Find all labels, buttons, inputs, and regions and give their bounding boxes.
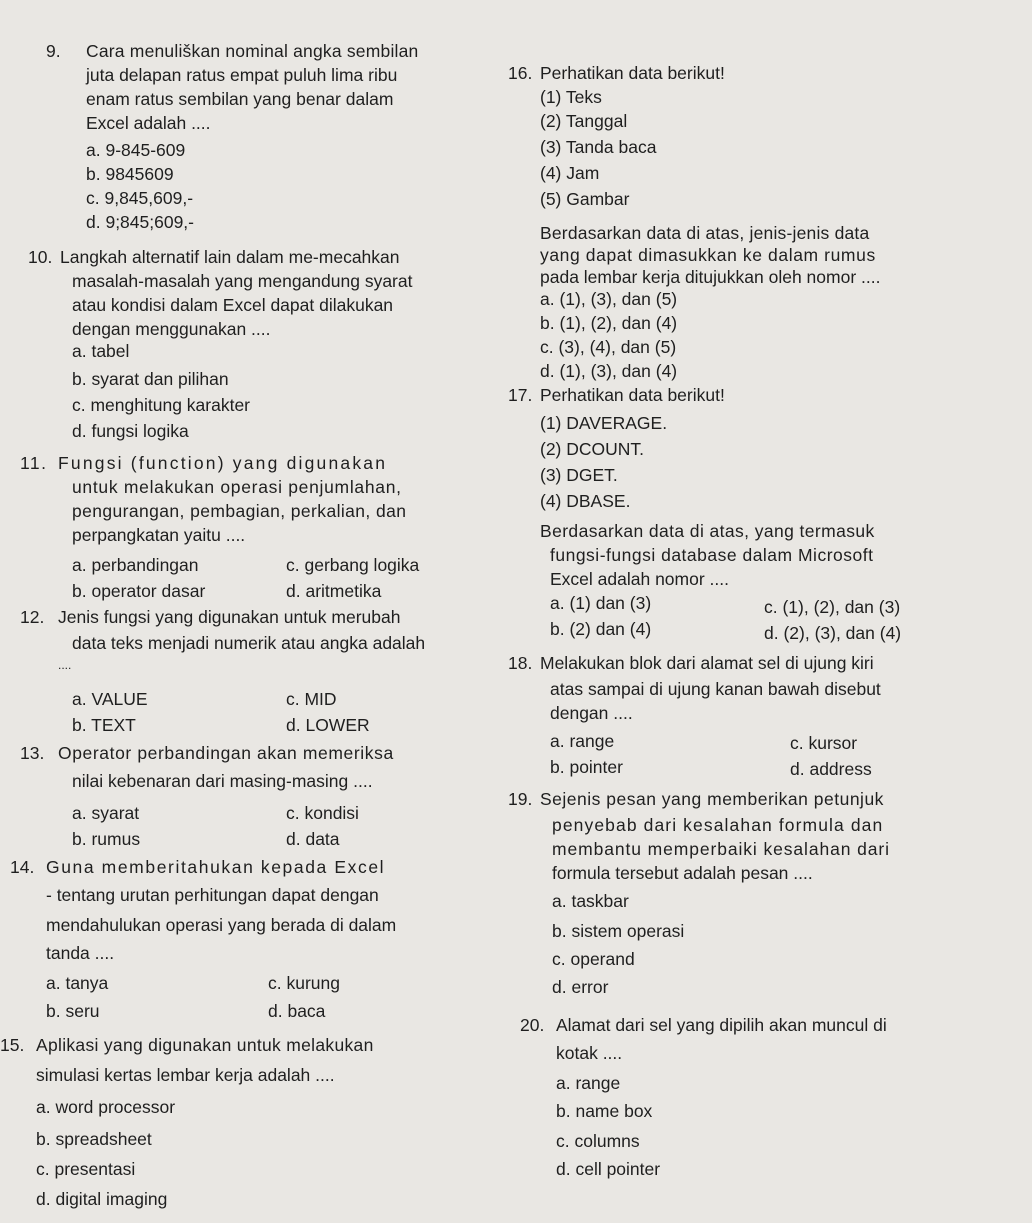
question-text-line: Jenis fungsi yang digunakan untuk merubah	[58, 607, 401, 627]
question-text-line: atas sampai di ujung kanan bawah disebut	[550, 679, 881, 699]
question-text-line: juta delapan ratus empat puluh lima ribu	[86, 65, 398, 85]
option-c[interactable]: c. 9,845,609,-	[86, 188, 194, 208]
question-text-line: dengan ....	[550, 703, 633, 723]
question-text-line: Cara menuliškan nominal angka sembilan	[86, 41, 419, 61]
option-b[interactable]: b. name box	[556, 1101, 653, 1121]
option-c[interactable]: c. (1), (2), dan (3)	[764, 597, 901, 617]
option-c[interactable]: c. kondisi	[286, 803, 359, 823]
option-d[interactable]: d. error	[552, 977, 609, 997]
option-b[interactable]: b. spreadsheet	[36, 1129, 152, 1149]
question-text-line: Guna memberitahukan kepada Excel	[46, 857, 386, 877]
question-text-line: Operator perbandingan akan memeriksa	[58, 743, 394, 763]
option-b[interactable]: b. syarat dan pilihan	[72, 369, 229, 389]
option-b[interactable]: b. operator dasar	[72, 581, 206, 601]
question-text-line: Sejenis pesan yang memberikan petunjuk	[540, 789, 884, 809]
question-text-line: simulasi kertas lembar kerja adalah ....	[36, 1065, 335, 1085]
question-number: 16.	[508, 63, 533, 83]
data-item: (1) Teks	[540, 87, 602, 107]
option-a[interactable]: a. syarat	[72, 803, 140, 823]
option-d[interactable]: d. LOWER	[286, 715, 370, 735]
data-item: (4) DBASE.	[540, 491, 631, 511]
option-b[interactable]: b. TEXT	[72, 715, 136, 735]
option-b[interactable]: b. 9845609	[86, 164, 174, 184]
question-text-line: membantu memperbaiki kesalahan dari	[552, 839, 890, 859]
option-d[interactable]: d. cell pointer	[556, 1159, 661, 1179]
option-a[interactable]: a. 9-845-609	[86, 140, 186, 160]
option-c[interactable]: c. kurung	[268, 973, 340, 993]
question-text-line: penyebab dari kesalahan formula dan	[552, 815, 884, 835]
question-text-line: Alamat dari sel yang dipilih akan muncul di	[556, 1015, 887, 1035]
option-d[interactable]: d. 9;845;609,-	[86, 212, 194, 232]
option-d[interactable]: d. fungsi logika	[72, 421, 189, 441]
question-text-line: nilai kebenaran dari masing-masing ....	[72, 771, 373, 791]
data-item: (3) Tanda baca	[540, 137, 657, 157]
option-a[interactable]: a. (1) dan (3)	[550, 593, 652, 613]
question-text-line: Perhatikan data berikut!	[540, 63, 725, 83]
question-text-line: - tentang urutan perhitungan dapat dengan	[46, 885, 379, 905]
option-a[interactable]: a. range	[556, 1073, 621, 1093]
question-number: 15.	[0, 1035, 25, 1055]
option-c[interactable]: c. MID	[286, 689, 337, 709]
question-number: 11.	[20, 453, 48, 473]
option-d[interactable]: d. digital imaging	[36, 1189, 168, 1209]
question-text-line: Excel adalah ....	[86, 113, 211, 133]
question-number: 18.	[508, 653, 533, 673]
question-number: 10.	[28, 247, 53, 267]
question-number: 19.	[508, 789, 533, 809]
question-text-line: ....	[58, 658, 72, 672]
question-text-line: kotak ....	[556, 1043, 623, 1063]
option-c[interactable]: c. (3), (4), dan (5)	[540, 337, 677, 357]
option-d[interactable]: d. aritmetika	[286, 581, 382, 601]
question-text-line: mendahulukan operasi yang berada di dalam	[46, 915, 397, 935]
data-item: (3) DGET.	[540, 465, 618, 485]
question-stem-line: Excel adalah nomor ....	[550, 569, 729, 589]
option-a[interactable]: a. VALUE	[72, 689, 148, 709]
option-c[interactable]: c. presentasi	[36, 1159, 136, 1179]
question-number: 12.	[20, 607, 45, 627]
data-item: (2) Tanggal	[540, 111, 628, 131]
question-number: 20.	[520, 1015, 545, 1035]
option-a[interactable]: a. word processor	[36, 1097, 176, 1117]
question-text-line: Melakukan blok dari alamat sel di ujung kiri	[540, 653, 874, 673]
question-text-line: tanda ....	[46, 943, 115, 963]
question-text-line: atau kondisi dalam Excel dapat dilakukan	[72, 295, 394, 315]
option-c[interactable]: c. columns	[556, 1131, 640, 1151]
option-a[interactable]: a. tanya	[46, 973, 109, 993]
option-a[interactable]: a. taskbar	[552, 891, 629, 911]
option-b[interactable]: b. sistem operasi	[552, 921, 685, 941]
option-a[interactable]: a. (1), (3), dan (5)	[540, 289, 678, 309]
option-d[interactable]: d. baca	[268, 1001, 326, 1021]
question-text-line: masalah-masalah yang mengandung syarat	[72, 271, 413, 291]
question-text-line: untuk melakukan operasi penjumlahan,	[72, 477, 402, 497]
option-d[interactable]: d. data	[286, 829, 340, 849]
question-text-line: Langkah alternatif lain dalam me-mecahkan	[60, 247, 400, 267]
question-text-line: data teks menjadi numerik atau angka adalah	[72, 633, 426, 653]
question-stem-line: pada lembar kerja ditujukkan oleh nomor ....	[540, 267, 881, 287]
option-a[interactable]: a. perbandingan	[72, 555, 199, 575]
data-item: (1) DAVERAGE.	[540, 413, 668, 433]
option-c[interactable]: c. menghitung karakter	[72, 395, 251, 415]
option-b[interactable]: b. (1), (2), dan (4)	[540, 313, 678, 333]
question-text-line: Perhatikan data berikut!	[540, 385, 725, 405]
question-stem-line: fungsi-fungsi database dalam Microsoft	[550, 545, 874, 565]
data-item: (2) DCOUNT.	[540, 439, 645, 459]
question-stem-line: Berdasarkan data di atas, yang termasuk	[540, 521, 875, 541]
question-number: 17.	[508, 385, 533, 405]
question-text-line: Aplikasi yang digunakan untuk melakukan	[36, 1035, 374, 1055]
question-number: 13.	[20, 743, 45, 763]
option-c[interactable]: c. kursor	[790, 733, 858, 753]
question-number: 14.	[10, 857, 35, 877]
option-d[interactable]: d. address	[790, 759, 872, 779]
question-stem-line: Berdasarkan data di atas, jenis-jenis data	[540, 223, 870, 243]
question-number: 9.	[46, 41, 61, 61]
question-stem-line: yang dapat dimasukkan ke dalam rumus	[540, 245, 876, 265]
option-b[interactable]: b. rumus	[72, 829, 141, 849]
question-text-line: perpangkatan yaitu ....	[72, 525, 246, 545]
option-a[interactable]: a. range	[550, 731, 615, 751]
question-text-line: Fungsi (function) yang digunakan	[58, 453, 388, 473]
data-item: (4) Jam	[540, 163, 600, 183]
option-b[interactable]: b. seru	[46, 1001, 100, 1021]
question-text-line: formula tersebut adalah pesan ....	[552, 863, 813, 883]
question-text-line: enam ratus sembilan yang benar dalam	[86, 89, 394, 109]
question-text-line: dengan menggunakan ....	[72, 319, 271, 339]
option-a[interactable]: a. tabel	[72, 341, 130, 361]
option-c[interactable]: c. operand	[552, 949, 635, 969]
option-b[interactable]: b. (2) dan (4)	[550, 619, 652, 639]
option-d[interactable]: d. (1), (3), dan (4)	[540, 361, 678, 381]
option-b[interactable]: b. pointer	[550, 757, 623, 777]
data-item: (5) Gambar	[540, 189, 630, 209]
option-c[interactable]: c. gerbang logika	[286, 555, 420, 575]
option-d[interactable]: d. (2), (3), dan (4)	[764, 623, 902, 643]
question-text-line: pengurangan, pembagian, perkalian, dan	[72, 501, 407, 521]
